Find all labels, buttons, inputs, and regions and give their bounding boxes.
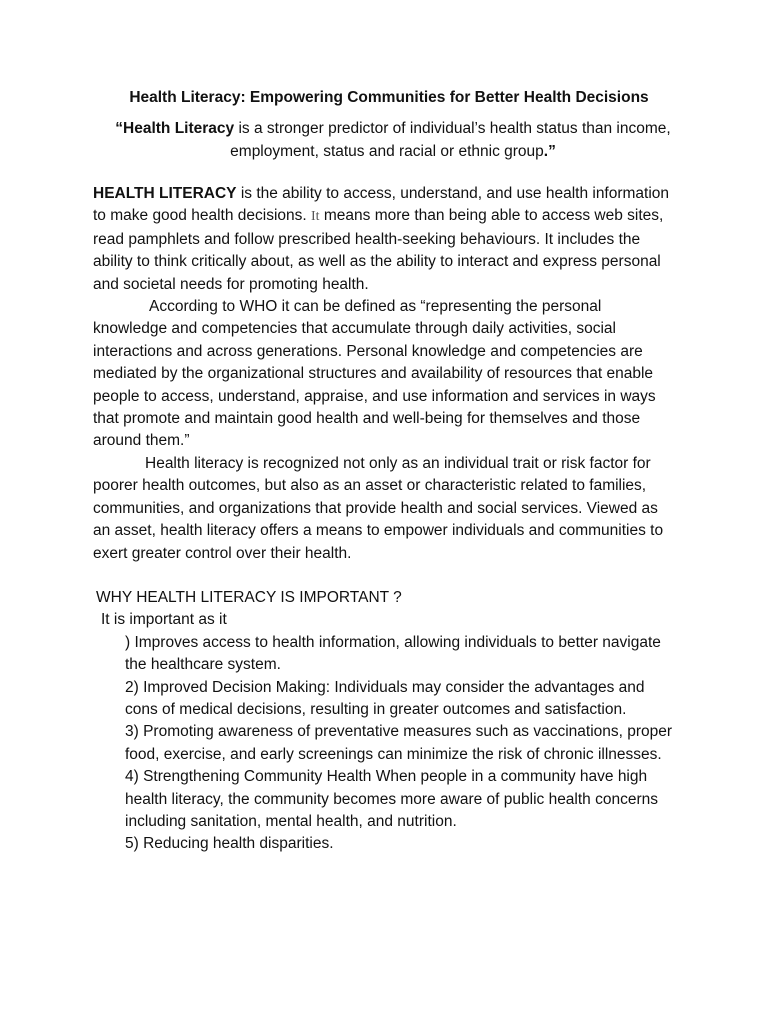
intro-text-b: means more than being able to access web sites, read pamphlets and follow prescribed health-seeking behaviours. It includes the ability to think critically about, as well as the ability to interact and express personal and societal needs for promoting health. xyxy=(93,207,664,293)
quote-open-mark: “ xyxy=(115,120,124,137)
list-item: 2) Improved Decision Making: Individuals may consider the advantages and cons of medical decisions, resulting in greater outcomes and satisfaction. xyxy=(125,678,645,718)
list-item: 4) Strengthening Community Health When people in a community have high health literacy, the community becomes more aware of public health concerns including sanitation, mental health, and nutrition. xyxy=(125,768,659,830)
quote-close-mark: .” xyxy=(543,142,556,160)
document-title: Health Literacy: Empowering Communities for Better Health Decisions xyxy=(129,89,649,106)
quote-bold-term: Health Literacy xyxy=(123,120,235,137)
why-subheading: It is important as it xyxy=(101,611,227,629)
list-item: ) Improves access to health information, allowing individuals to better navigate the healthcare system. xyxy=(125,633,661,674)
importance-list xyxy=(125,632,679,856)
list-item: 5) Reducing health disparities. xyxy=(125,835,334,853)
list-item: 3) Promoting awareness of preventative measures such as vaccinations, proper food, exercise, and early screenings can minimize the risk of chronic illnesses. xyxy=(125,723,673,763)
quote-text: is a stronger predictor of individual’s health status than income, employment, status and racial or ethnic group xyxy=(230,120,671,160)
intro-text-a: is the ability to access, understand, and use health information to make good health decisions. xyxy=(93,185,670,225)
section-spacer xyxy=(93,565,677,587)
who-definition-paragraph: According to WHO it can be defined as “representing the personal knowledge and competencies that accumulate through daily activities, social interactions and across generations. Personal knowledge and competencies are mediated by the organizational structures and availability of resources that enable people to access, understand, appraise, and use information and services in ways that promote and maintain good health and well-being for themselves and those around them.” xyxy=(93,298,656,450)
opening-quote xyxy=(97,118,673,163)
asset-paragraph: Health literacy is recognized not only as an individual trait or risk factor for poorer health outcomes, but also as an asset or characteristic related to families, communities, and organizations that provide health and social services. Viewed as an asset, health literacy offers a means to empower individuals and communities to exert greater control over their health. xyxy=(93,454,664,562)
document-page xyxy=(93,88,677,856)
why-heading: WHY HEALTH LITERACY IS IMPORTANT ? xyxy=(96,588,402,606)
intro-it-word: It xyxy=(311,209,320,225)
intro-lead-term: HEALTH LITERACY xyxy=(93,185,237,202)
intro-paragraph xyxy=(93,183,677,296)
